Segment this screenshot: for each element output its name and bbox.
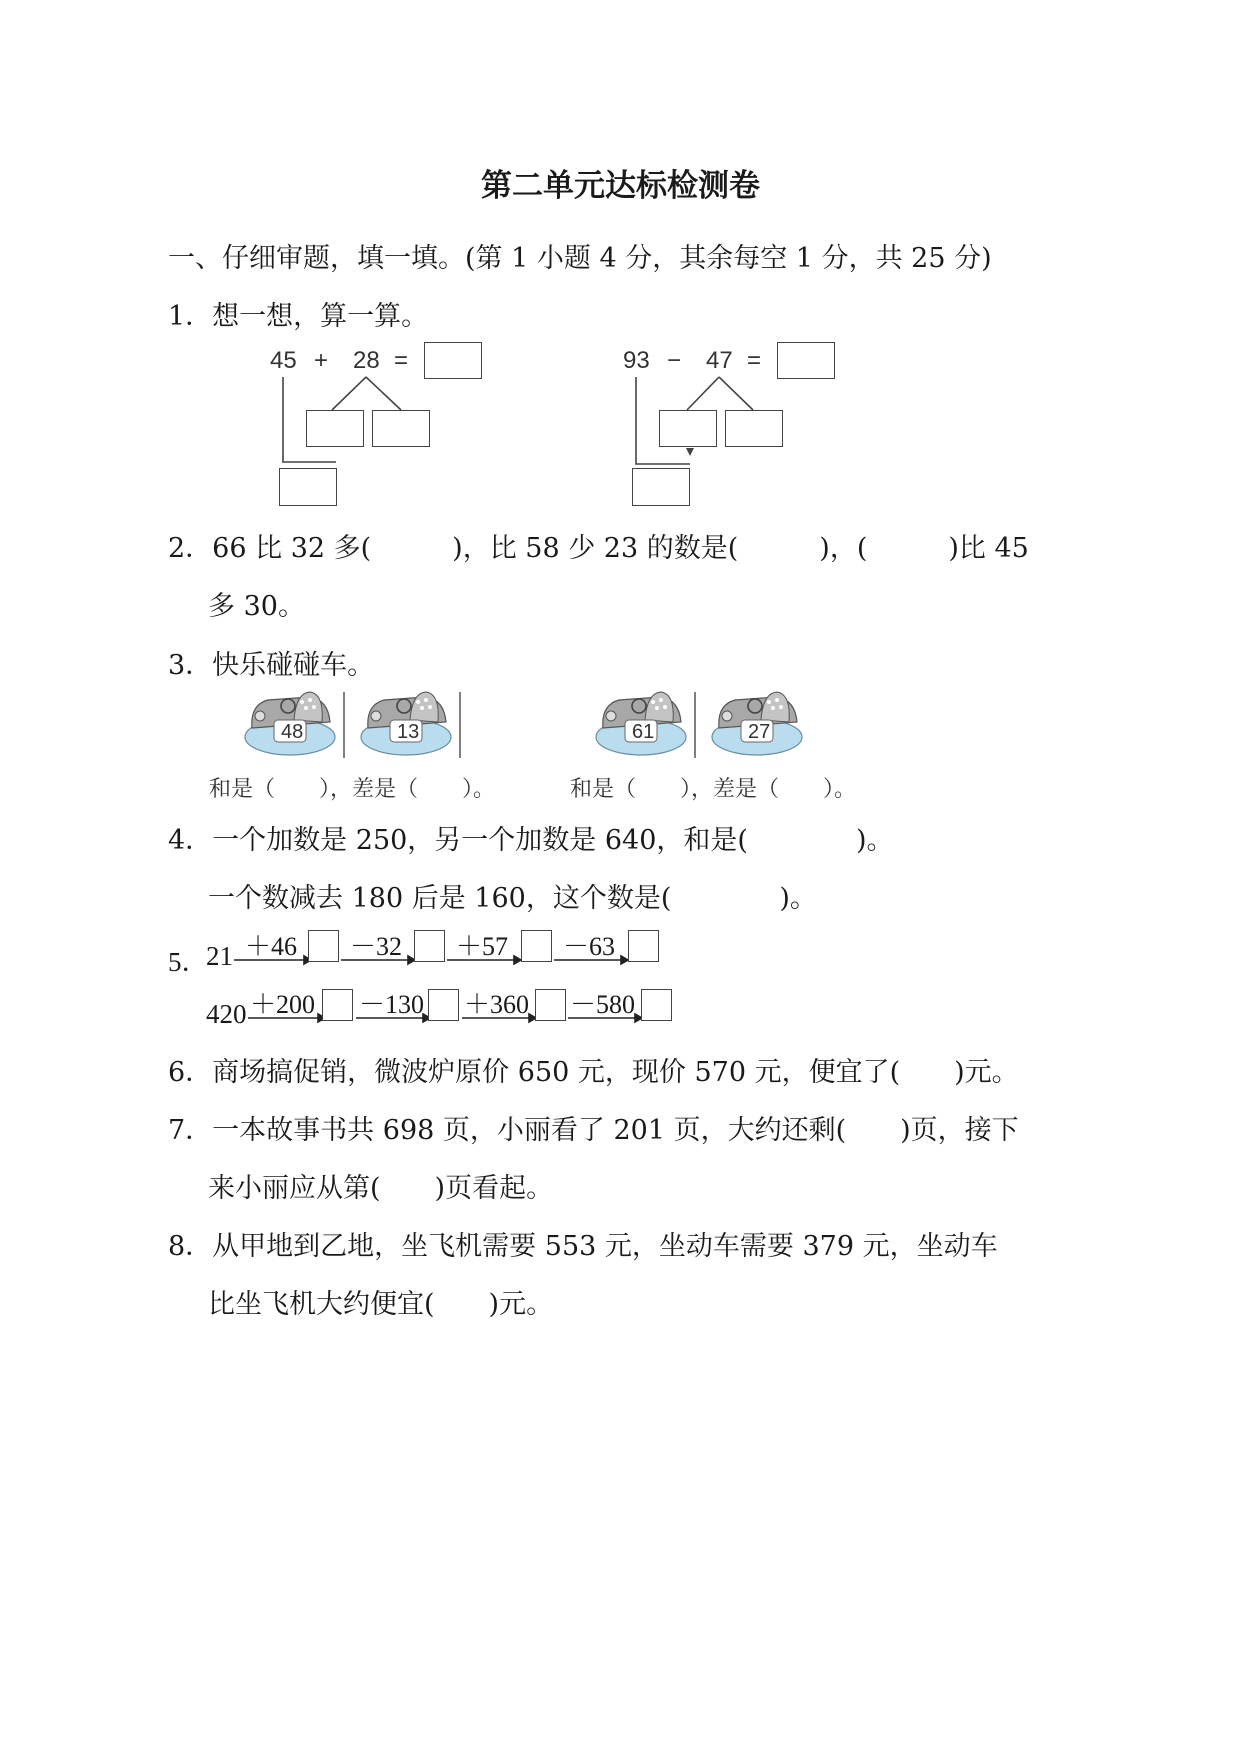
car-number-2: 13 xyxy=(397,721,420,743)
question-6: 6．商场搞促销，微波炉原价 650 元，现价 570 元，便宜了( )元。 xyxy=(168,1057,1019,1088)
q1-right-b: 47 xyxy=(706,347,733,374)
chain-1-box-4[interactable] xyxy=(628,930,659,962)
q1-right-eq: = xyxy=(747,347,762,374)
chain-2-box-4[interactable] xyxy=(641,989,672,1021)
question-8-line-1: 8．从甲地到乙地，坐飞机需要 553 元，坐动车需要 379 元，坐动车 xyxy=(168,1231,998,1262)
section-heading: 一、仔细审题，填一填。(第 1 小题 4 分，其余每空 1 分，共 25 分) xyxy=(168,243,992,274)
q1-right-op: − xyxy=(667,347,682,374)
q1-right-a: 93 xyxy=(623,347,650,374)
question-2-line-1: 2．66 比 32 多( )，比 58 少 23 的数是( )，( )比 45 xyxy=(168,533,1029,564)
chain-2-start: 420 xyxy=(206,999,247,1029)
chain-1-box-1[interactable] xyxy=(308,930,339,962)
chain-1-op-3: ＋57 xyxy=(456,932,509,961)
question-4-line-1: 4．一个加数是 250，另一个加数是 640，和是( )。 xyxy=(168,825,894,856)
chain-1-box-3[interactable] xyxy=(521,930,552,962)
q1-left-op: + xyxy=(314,347,329,374)
chain-1-op-1: ＋46 xyxy=(245,932,298,961)
page-title: 第二单元达标检测卷 xyxy=(481,168,760,204)
chain-2-op-3: ＋360 xyxy=(464,990,530,1019)
chain-2-op-4: －580 xyxy=(570,990,636,1019)
q1-left-b: 28 xyxy=(353,347,380,374)
car-number-1: 48 xyxy=(281,721,304,743)
question-2-line-2: 多 30。 xyxy=(208,591,305,622)
question-4-line-2: 一个数减去 180 后是 160，这个数是( )。 xyxy=(208,883,817,914)
car-number-3: 61 xyxy=(632,721,655,743)
chain-1-op-2: －32 xyxy=(350,932,403,961)
chain-2-box-3[interactable] xyxy=(535,989,566,1021)
chain-1-box-2[interactable] xyxy=(414,930,445,962)
bumper-left-prompt: 和是（ ），差是（ ）。 xyxy=(209,777,496,802)
chain-2-op-2: －130 xyxy=(359,990,425,1019)
q1-left-a: 45 xyxy=(270,347,297,374)
question-1-label: 1．想一想，算一算。 xyxy=(168,301,429,332)
question-7-line-1: 7．一本故事书共 698 页，小丽看了 201 页，大约还剩( )页，接下 xyxy=(168,1115,1019,1146)
question-7-line-2: 来小丽应从第( )页看起。 xyxy=(208,1173,554,1204)
chain-1-op-4: －63 xyxy=(563,932,616,961)
bumper-right-prompt: 和是（ ），差是（ ）。 xyxy=(570,777,857,802)
chain-2-box-2[interactable] xyxy=(428,989,459,1021)
q1-left-eq: = xyxy=(394,347,409,374)
car-number-4: 27 xyxy=(748,721,771,743)
chain-2-box-1[interactable] xyxy=(322,989,353,1021)
question-3-label: 3．快乐碰碰车。 xyxy=(168,650,375,681)
question-5-label: 5． xyxy=(168,947,209,977)
chain-1-start: 21 xyxy=(206,941,233,971)
chain-2-op-1: ＋200 xyxy=(250,990,316,1019)
question-8-line-2: 比坐飞机大约便宜( )元。 xyxy=(208,1289,554,1320)
